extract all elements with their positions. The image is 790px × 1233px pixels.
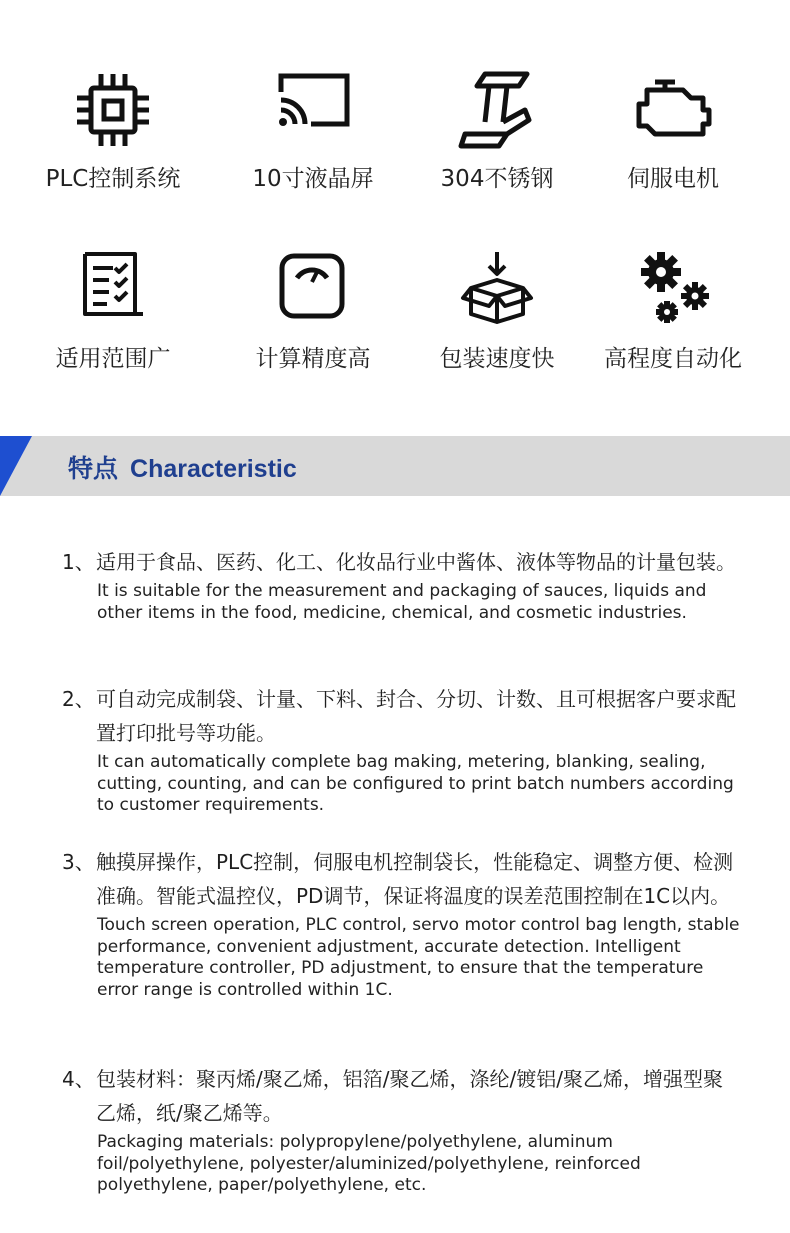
section-title-cn: 特点 (68, 454, 119, 483)
section-banner (0, 436, 790, 496)
feature-accuracy (213, 250, 413, 373)
box-down-icon (457, 250, 537, 330)
item-text-cn: 适用于食品、医药、化工、化妆品行业中酱体、液体等物品的计量包装。 (96, 550, 736, 574)
item-number: 3、 (62, 850, 95, 874)
item-text-cn: 包装材料：聚丙烯/聚乙烯，铝箔/聚乙烯，涤纶/镀铝/聚乙烯，增强型聚乙烯，纸/聚乙烯等。 (96, 1067, 723, 1125)
item-text-en: It can automatically complete bag making, metering, blanking, sealing, cutting, counting, and can be configured to print batch numbers according to customer requirements. (97, 752, 734, 815)
steel-beam-icon (457, 70, 537, 150)
feature-label: 304不锈钢 (440, 166, 554, 192)
section-title (68, 449, 297, 485)
checklist-icon (73, 250, 153, 330)
scale-icon (273, 250, 353, 330)
item-text-en: It is suitable for the measurement and packaging of sauces, liquids and other items in the food, medicine, chemical, and cosmetic industries. (97, 581, 707, 623)
feature-grid (0, 0, 790, 420)
feature-label: 计算精度高 (255, 346, 371, 372)
banner-accent (0, 436, 32, 496)
item-number: 4、 (62, 1067, 95, 1091)
screen-cast-icon (273, 70, 353, 150)
feature-label: 高程度自动化 (604, 346, 742, 372)
feature-steel (397, 70, 597, 193)
item-text-cn: 触摸屏操作，PLC控制，伺服电机控制袋长，性能稳定、调整方便、检测准确。智能式温控仪，PD调节，保证将温度的误差范围控制在1C以内。 (96, 850, 734, 908)
feature-automation (573, 250, 773, 373)
feature-label: 伺服电机 (627, 166, 719, 192)
feature-label: 适用范围广 (55, 346, 171, 372)
gears-icon (633, 250, 713, 330)
list-item (62, 545, 742, 624)
list-item (62, 845, 742, 1001)
feature-label: 包装速度快 (439, 346, 555, 372)
list-item (62, 1062, 742, 1197)
feature-screen (213, 70, 413, 193)
item-number: 1、 (62, 550, 95, 574)
chip-icon (73, 70, 153, 150)
feature-plc (13, 70, 213, 193)
feature-speed (397, 250, 597, 373)
item-text-en: Touch screen operation, PLC control, servo motor control bag length, stable performance, convenient adjustment, accurate detection. Intelligent temperature controller, PD adjustment, to ensure that the temperature error range is controlled within 1C. (97, 915, 740, 1000)
item-text-cn: 可自动完成制袋、计量、下料、封合、分切、计数、且可根据客户要求配置打印批号等功能。 (96, 687, 736, 745)
feature-range (13, 250, 213, 373)
item-text-en: Packaging materials: polypropylene/polyethylene, aluminum foil/polyethylene, polyester/aluminized/polyethylene, reinforced polyethylene, paper/polyethylene, etc. (97, 1132, 641, 1195)
feature-servo (573, 70, 773, 193)
list-item (62, 682, 742, 817)
feature-label: 10寸液晶屏 (252, 166, 374, 192)
item-number: 2、 (62, 687, 95, 711)
section-title-en: Characteristic (130, 455, 297, 483)
feature-label: PLC控制系统 (45, 166, 181, 192)
engine-icon (633, 70, 713, 150)
